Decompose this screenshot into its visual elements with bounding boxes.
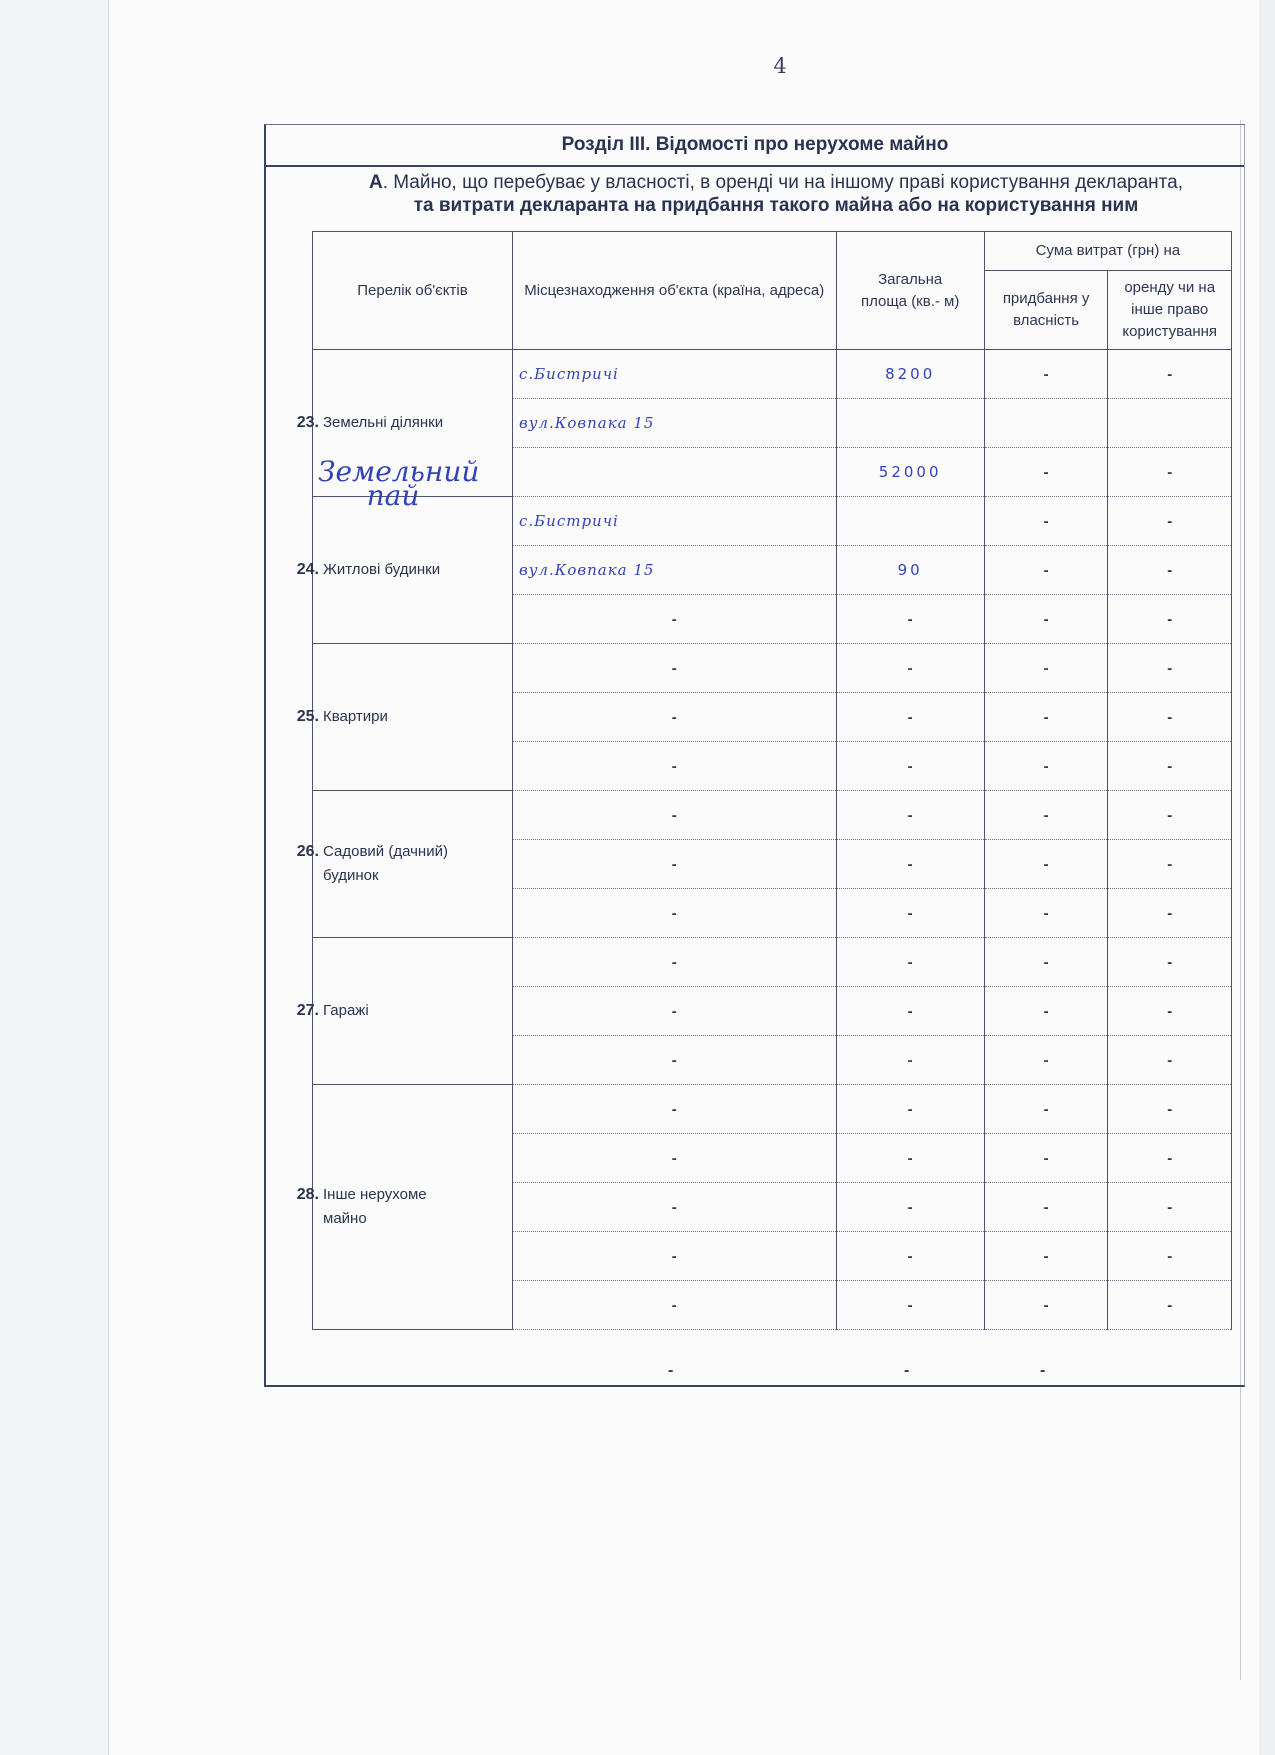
- purchase-cell: -: [984, 1134, 1108, 1183]
- area-cell: -: [836, 742, 984, 791]
- location-cell: -: [512, 840, 836, 889]
- rent-cell: -: [1108, 497, 1232, 546]
- location-cell: с.Бистричі: [512, 497, 836, 546]
- location-cell: вул.Ковпака 15: [512, 399, 836, 448]
- header-area: Загальна площа (кв.- м): [836, 232, 984, 350]
- area-cell: -: [836, 1134, 984, 1183]
- rent-cell: -: [1108, 987, 1232, 1036]
- category-label: Квартири: [323, 708, 388, 725]
- category-label-cell: [296, 497, 513, 644]
- rent-cell: -: [1108, 1183, 1232, 1232]
- trailing-dash-2: -: [904, 1362, 910, 1379]
- area-cell: -: [836, 595, 984, 644]
- rent-cell: -: [1108, 1085, 1232, 1134]
- area-cell: [836, 497, 984, 546]
- purchase-cell: -: [984, 1281, 1108, 1330]
- purchase-cell: -: [984, 938, 1108, 987]
- purchase-cell: [984, 399, 1108, 448]
- purchase-cell: -: [984, 350, 1108, 399]
- purchase-cell: -: [984, 840, 1108, 889]
- area-cell: -: [836, 693, 984, 742]
- category-number: 23.: [296, 414, 319, 431]
- category-label-cell: [296, 1085, 513, 1330]
- category-label: Житлові будинки: [323, 561, 441, 578]
- area-cell: -: [836, 987, 984, 1036]
- header-objects: Перелік об'єктів: [313, 232, 513, 350]
- subsection-line2: та витрати декларанта на придбання такого майна або на користування ним: [413, 195, 1139, 216]
- category-label: Земельні ділянки: [323, 414, 444, 431]
- area-cell: -: [836, 1183, 984, 1232]
- rent-cell: -: [1108, 840, 1232, 889]
- rent-cell: -: [1108, 1036, 1232, 1085]
- purchase-cell: -: [984, 791, 1108, 840]
- purchase-cell: -: [984, 448, 1108, 497]
- trailing-dash-3: -: [1040, 1362, 1046, 1379]
- area-cell: -: [836, 644, 984, 693]
- area-cell: -: [836, 1232, 984, 1281]
- location-cell: -: [512, 791, 836, 840]
- purchase-cell: -: [984, 595, 1108, 644]
- area-cell: -: [836, 840, 984, 889]
- rent-cell: -: [1108, 644, 1232, 693]
- rent-cell: -: [1108, 693, 1232, 742]
- rent-cell: -: [1108, 1232, 1232, 1281]
- purchase-cell: -: [984, 1232, 1108, 1281]
- category-label-cell: [296, 791, 513, 938]
- location-cell: -: [512, 742, 836, 791]
- purchase-cell: -: [984, 1036, 1108, 1085]
- purchase-cell: -: [984, 889, 1108, 938]
- header-purchase: придбання у власність: [984, 271, 1108, 350]
- page-number: 4: [773, 54, 787, 78]
- rent-cell: -: [1108, 791, 1232, 840]
- location-cell: -: [512, 644, 836, 693]
- purchase-cell: -: [984, 742, 1108, 791]
- rent-cell: [1108, 399, 1232, 448]
- location-cell: вул.Ковпака 15: [512, 546, 836, 595]
- header-costs: Сума витрат (грн) на: [984, 232, 1231, 271]
- purchase-cell: -: [984, 987, 1108, 1036]
- category-label: Гаражі: [323, 1002, 369, 1019]
- purchase-cell: -: [984, 644, 1108, 693]
- rent-cell: -: [1108, 938, 1232, 987]
- table-row: [313, 791, 1232, 840]
- location-cell: -: [512, 889, 836, 938]
- rent-cell: -: [1108, 1281, 1232, 1330]
- area-cell: -: [836, 791, 984, 840]
- rent-cell: -: [1108, 448, 1232, 497]
- category-number: 28.: [296, 1186, 319, 1203]
- purchase-cell: -: [984, 1183, 1108, 1232]
- category-number: 25.: [296, 708, 319, 725]
- area-cell: -: [836, 889, 984, 938]
- header-location: Місцезнаходження об'єкта (країна, адреса): [512, 232, 836, 350]
- subsection-letter: А: [368, 172, 383, 193]
- location-cell: -: [512, 1085, 836, 1134]
- rent-cell: -: [1108, 350, 1232, 399]
- location-cell: -: [512, 1036, 836, 1085]
- area-cell: 52000: [836, 448, 984, 497]
- area-cell: [836, 399, 984, 448]
- table-row: [313, 938, 1232, 987]
- location-cell: -: [512, 1281, 836, 1330]
- rent-cell: -: [1108, 546, 1232, 595]
- purchase-cell: -: [984, 693, 1108, 742]
- category-label-cell: [296, 644, 513, 791]
- category-label: Інше нерухоме майно: [323, 1186, 427, 1227]
- location-cell: -: [512, 693, 836, 742]
- section-title: Розділ III. Відомості про нерухоме майно: [266, 125, 1244, 167]
- location-cell: [512, 448, 836, 497]
- table-row: [313, 644, 1232, 693]
- category-label-cell: [296, 938, 513, 1085]
- location-cell: -: [512, 1232, 836, 1281]
- purchase-cell: -: [984, 1085, 1108, 1134]
- area-cell: -: [836, 1085, 984, 1134]
- location-cell: -: [512, 987, 836, 1036]
- area-cell: 8200: [836, 350, 984, 399]
- area-cell: -: [836, 938, 984, 987]
- location-cell: -: [512, 938, 836, 987]
- subsection-line1: . Майно, що перебуває у власності, в оренді чи на іншому праві користування декларанта,: [382, 172, 1184, 193]
- trailing-dash-1: -: [668, 1362, 674, 1379]
- table-row: [313, 350, 1232, 399]
- rent-cell: -: [1108, 1134, 1232, 1183]
- rent-cell: -: [1108, 595, 1232, 644]
- purchase-cell: -: [984, 497, 1108, 546]
- area-cell: -: [836, 1281, 984, 1330]
- purchase-cell: -: [984, 546, 1108, 595]
- header-rent: оренду чи на інше право користування: [1108, 271, 1232, 350]
- category-number: 26.: [296, 843, 319, 860]
- category-number: 27.: [296, 1002, 319, 1019]
- table-row: [313, 1085, 1232, 1134]
- handwritten-land-share-label: Земельний пай: [318, 455, 480, 512]
- location-cell: -: [512, 1134, 836, 1183]
- area-cell: 90: [836, 546, 984, 595]
- real-estate-table: [296, 231, 1232, 1330]
- subsection-title: [306, 171, 1246, 217]
- section-frame: [264, 124, 1245, 1387]
- category-number: 24.: [296, 561, 319, 578]
- location-cell: -: [512, 595, 836, 644]
- location-cell: -: [512, 1183, 836, 1232]
- category-label: Садовий (дачний) будинок: [323, 843, 448, 884]
- area-cell: -: [836, 1036, 984, 1085]
- rent-cell: -: [1108, 742, 1232, 791]
- location-cell: с.Бистричі: [512, 350, 836, 399]
- rent-cell: -: [1108, 889, 1232, 938]
